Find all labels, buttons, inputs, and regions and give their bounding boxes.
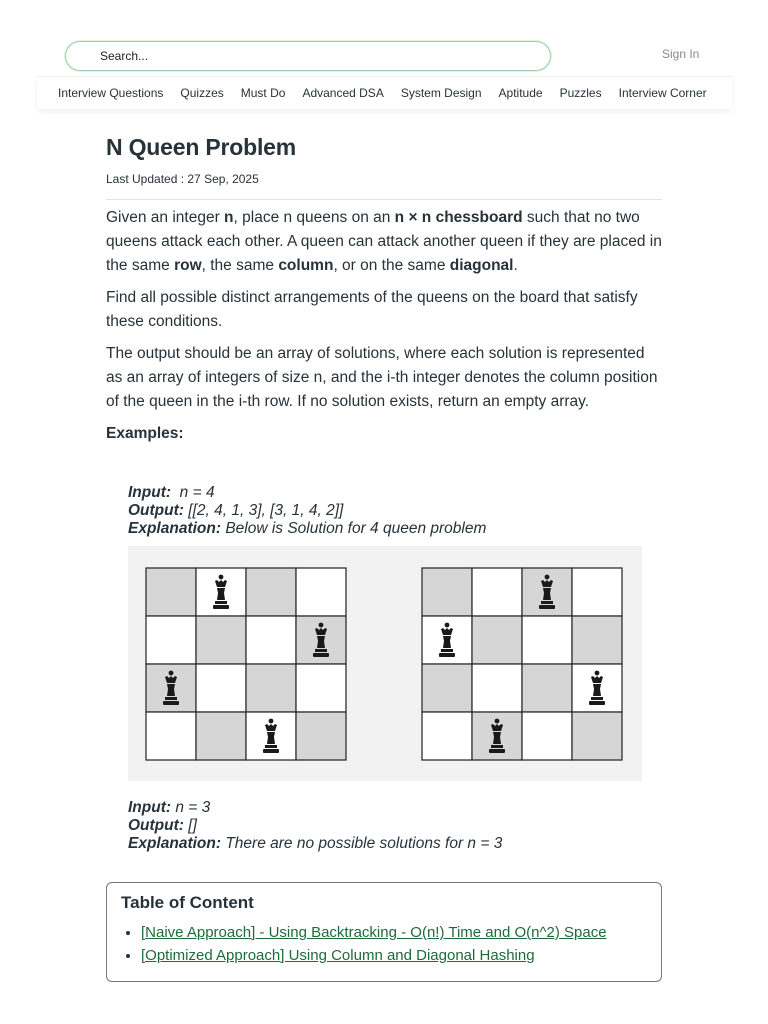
board-square [572, 568, 622, 616]
chess-boards-svg [128, 546, 642, 781]
nav-item-aptitude[interactable]: Aptitude [498, 86, 543, 100]
last-updated: Last Updated : 27 Sep, 2025 [106, 172, 259, 186]
task-paragraph: Find all possible distinct arrangements of the queens on the board that satisfy these conditions. [106, 289, 638, 330]
board-square [422, 712, 472, 760]
board-square [146, 568, 196, 616]
nav-item-interview-corner[interactable]: Interview Corner [618, 86, 707, 100]
board-square [296, 712, 346, 760]
input-label: Input: [128, 799, 172, 816]
board-square [422, 568, 472, 616]
example-1 [128, 484, 486, 538]
board-square [196, 712, 246, 760]
explanation-label: Explanation: [128, 835, 222, 852]
board-square [296, 568, 346, 616]
board-square [246, 568, 296, 616]
board-square [472, 568, 522, 616]
toc-title: Table of Content [121, 893, 254, 912]
explanation-value: Below is Solution for 4 queen problem [221, 520, 487, 537]
nav-item-system-design[interactable]: System Design [400, 86, 482, 100]
board-square [296, 664, 346, 712]
output-label: Output: [128, 817, 184, 834]
board-square [146, 616, 196, 664]
output-paragraph: The output should be an array of solutions, where each solution is represented as an array of integers of size n, and the i-th integer denotes the column position of the queen in the i-th row. If no solution exists, return an empty array. [106, 345, 658, 410]
output-value: [] [183, 817, 197, 834]
toc-item [141, 944, 647, 967]
toc-link-optimized[interactable]: [Optimized Approach] Using Column and Diagonal Hashing [141, 947, 535, 964]
board-square [522, 712, 572, 760]
toc-link-naive[interactable]: [Naive Approach] - Using Backtracking - O(n!) Time and O(n^2) Space [141, 924, 607, 941]
board-square [246, 664, 296, 712]
search-bar [65, 41, 551, 71]
output-label: Output: [128, 502, 184, 519]
input-label: Input: [128, 484, 172, 501]
table-of-content [106, 882, 662, 982]
search-input[interactable] [65, 41, 551, 71]
nav-item-interview-questions[interactable]: Interview Questions [58, 86, 164, 100]
board-square [472, 664, 522, 712]
examples-heading: Examples: [106, 425, 184, 442]
explanation-value: There are no possible solutions for n = 3 [221, 835, 503, 852]
board-square [196, 664, 246, 712]
problem-statement: Given an integer n, place n queens on an n × n chessboard such that no two queens attack each other. A queen can attack another queen if they are placed in the same row, the same column, or on the same diagonal. [106, 209, 662, 274]
input-value: n = 3 [171, 799, 211, 816]
explanation-label: Explanation: [128, 520, 222, 537]
nav-item-puzzles[interactable]: Puzzles [559, 86, 602, 100]
board-square [146, 712, 196, 760]
board-square [522, 616, 572, 664]
divider [106, 199, 662, 200]
board-square [196, 616, 246, 664]
input-value: n = 4 [171, 484, 215, 501]
toc-list [121, 921, 647, 967]
page-title: N Queen Problem [106, 134, 296, 160]
board-square [572, 712, 622, 760]
sign-in-link[interactable]: Sign In [662, 47, 700, 61]
nav-item-must-do[interactable]: Must Do [240, 86, 286, 100]
board-square [422, 664, 472, 712]
board-square [522, 664, 572, 712]
solution-boards-figure [128, 546, 642, 781]
nav-item-quizzes[interactable]: Quizzes [180, 86, 224, 100]
board-square [246, 616, 296, 664]
toc-item [141, 921, 647, 944]
nav-item-advanced-dsa[interactable]: Advanced DSA [302, 86, 384, 100]
board-square [472, 616, 522, 664]
example-2 [128, 799, 502, 853]
article-body [106, 206, 662, 446]
board-square [572, 616, 622, 664]
top-nav [37, 76, 732, 109]
output-value: [[2, 4, 1, 3], [3, 1, 4, 2]] [183, 502, 344, 519]
